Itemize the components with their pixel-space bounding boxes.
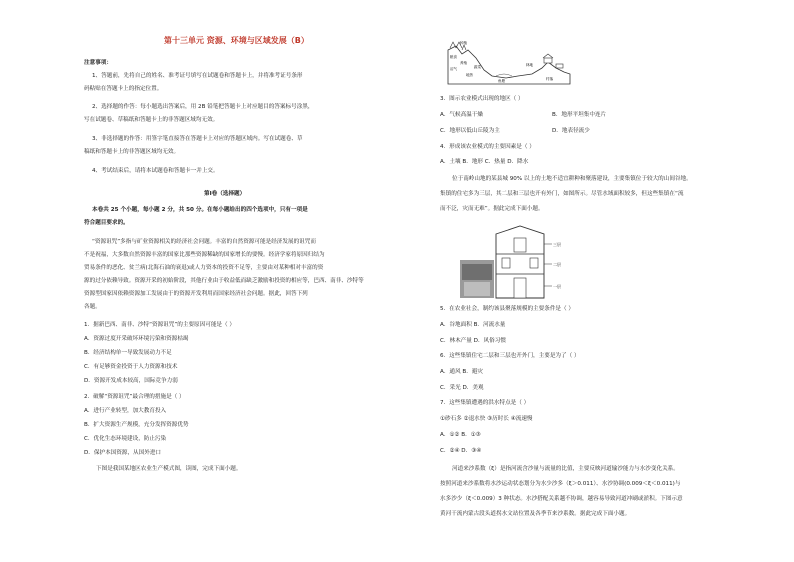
passage-line: 黄河干流内蒙古段头道拐水文站位置及各季节来沙系数。据此完成下面小题。 [440, 511, 631, 517]
passage-line: 集镇的住宅多为三层，其二层和三层也开有外门，如图所示。尽管水域面积较多，但这些集镇在“流 [440, 191, 684, 197]
question-stem: 1．据新巴西、南非、沙特“资源诅咒”的主要原因可能是（ ） [84, 322, 235, 328]
option: D．保护本国资源，从国外进口 [84, 450, 162, 456]
question-stem: 3．图示农业模式出现的地区（ ） [440, 96, 524, 102]
passage-line: 各题。 [84, 304, 101, 310]
note-line: 2、选择题的作答：每小题选出答案后，用 2B 铅笔把答题卡上对应题目的答案标号涂黑， [92, 104, 314, 110]
option: A．进行产业转型，加大教育投入 [84, 408, 167, 414]
option: B．经济结构单一导致发展动力不足 [84, 350, 172, 356]
farm-terrain-diagram [446, 36, 572, 88]
option: C．优化生态环境建设，防止污染 [84, 436, 167, 442]
option: A．资源过度开采破坏环境污染和资源枯竭 [84, 336, 189, 342]
option: A．谷地面积 B．河流水量 [440, 322, 506, 328]
diagram-label: 粮食 [450, 55, 457, 59]
question-stem: 7．这些集镇遭遇的洪水特点是（ ） [440, 400, 530, 406]
note-line: 1、答题前，先将自己的姓名、准考证号填写在试题卷和答题卡上，并将准考证号条形 [92, 73, 303, 79]
option: C．林木产量 D．风俗习惯 [440, 338, 506, 344]
question-stem: 6．这些集镇住宅二层和三层也开外门，主要是为了（ ） [440, 353, 580, 359]
passage-line: “资源诅咒”多指与矿业资源相关的经济社会问题。丰富的自然资源可能是经济发展的诅咒而 [92, 239, 316, 245]
passage-line: 水多沙少（ξ＜0.009）3 种状态。水沙搭配关系越不协调，越容易导致河道冲刷或淤积。下图示意 [440, 496, 683, 502]
diagram-label: 种植 [460, 41, 467, 45]
option: B．地形平坦集中连片 [552, 112, 607, 118]
section-intro: 本卷共 25 个小题，每小题 2 分，共 50 分。在每小题给出的四个选项中，只有一项是 [92, 207, 308, 213]
question-stem: 4．形成该农业模式的主要因素是（ ） [440, 144, 535, 150]
passage-line: 不是祝福，大多数自然资源丰富的国家比那些资源稀缺的国家增长的要慢。经济学家将原因归结为 [84, 252, 325, 258]
passage-line: 按照河道来沙系数将水沙运动状态划分为水少沙多（ξ＞0.011）、水沙协调(0.009＜ξ＜0.011)与 [440, 481, 681, 487]
section-title: 第Ⅰ卷（选择题） [204, 191, 246, 197]
notes-heading: 注意事项： [84, 60, 112, 66]
option: A．土壤 B．地形 C．热量 D．降水 [440, 159, 529, 165]
diagram-label: 地热 [466, 73, 473, 77]
note-line: 稿纸和答题卡上的非答题区域均无效。 [84, 149, 180, 155]
diagram-label: 村落 [546, 77, 553, 81]
passage-line: 源的过分依赖导致。资源开采的初始阶段，其他行业由于收益低而缺乏激励和投资的相应等，巴西、南非、沙特等 [84, 278, 364, 284]
house-diagram [460, 224, 580, 300]
option: ①砂石多 ②退水快 ③历时长 ④流速慢 [440, 416, 533, 422]
option: D．地表径流少 [552, 128, 590, 134]
question-stem: 2．破解“资源诅咒”最合理的措施是（ ） [84, 394, 185, 400]
note-line: 4、考试结束后，请将本试题卷和答题卡一并上交。 [92, 168, 219, 174]
option: A．气候高温干燥 [440, 112, 483, 118]
floor-label: 一层 [553, 284, 561, 289]
diagram-label: 鱼塘 [498, 79, 505, 83]
passage-line: 而不泛，灾而无难”。据此完成下面小题。 [440, 206, 544, 212]
passage-line: 位于南岭山地的某县城 90% 以上的土地不适宜耕种和聚落建设，主要集镇位于较大的山间谷地。 [452, 176, 692, 182]
note-line: 码粘贴在答题卡上的指定位置。 [84, 86, 163, 92]
note-line: 写在试题卷、草稿纸和答题卡上的非答题区域均无效。 [84, 117, 219, 123]
passage-line: 河道来沙系数（ξ）是指河流含沙量与流量的比值，主要反映河道输沙能力与水沙变化关系。 [452, 466, 679, 472]
diagram-label: 林地 [526, 63, 533, 67]
diagram-label: 养殖 [460, 61, 467, 65]
option: A．①② B．①③ [440, 432, 481, 438]
section-intro: 符合题目要求的。 [84, 220, 129, 226]
option: C．有足够资金投资于人力资源和技术 [84, 364, 178, 370]
option: C．地形以低山丘陵为主 [440, 128, 500, 134]
option: C．②④ D．③④ [440, 448, 482, 454]
diagram-label: 沼气 [450, 67, 457, 71]
floor-label: 三层 [553, 242, 561, 247]
option: A．通风 B．避灾 [440, 369, 484, 375]
note-line: 3、非选择题的作答：用签字笔直接答在答题卡上对应的答题区域内。写在试题卷、草 [92, 136, 303, 142]
passage-line: 贸易条件的恶化、贫兰病(北海石油的衰退)或人力资本的投资不足等，主要由对某种相对丰富的资 [84, 265, 324, 271]
diagram-label: 蔬菜 [474, 65, 481, 69]
floor-label: 二层 [553, 262, 561, 267]
option: C．采光 D．美观 [440, 385, 484, 391]
passage-line: 下图是我国某地区农业生产模式图，读图，完成下面小题。 [96, 466, 242, 472]
option: B．扩大资源生产规模，充分发挥资源优势 [84, 422, 189, 428]
page-title: 第十三单元 资源、环境与区域发展（B） [164, 36, 309, 45]
passage-line: 资源型国家因依赖资源加工发展由于的资源开发利用而国家经济社会问题。据此，回答下列 [84, 291, 308, 297]
option: D．资源开发成本较高，国际竞争力弱 [84, 378, 178, 384]
question-stem: 5．在农业社会，制约该县聚落规模的主要条件是（ ） [440, 306, 574, 312]
